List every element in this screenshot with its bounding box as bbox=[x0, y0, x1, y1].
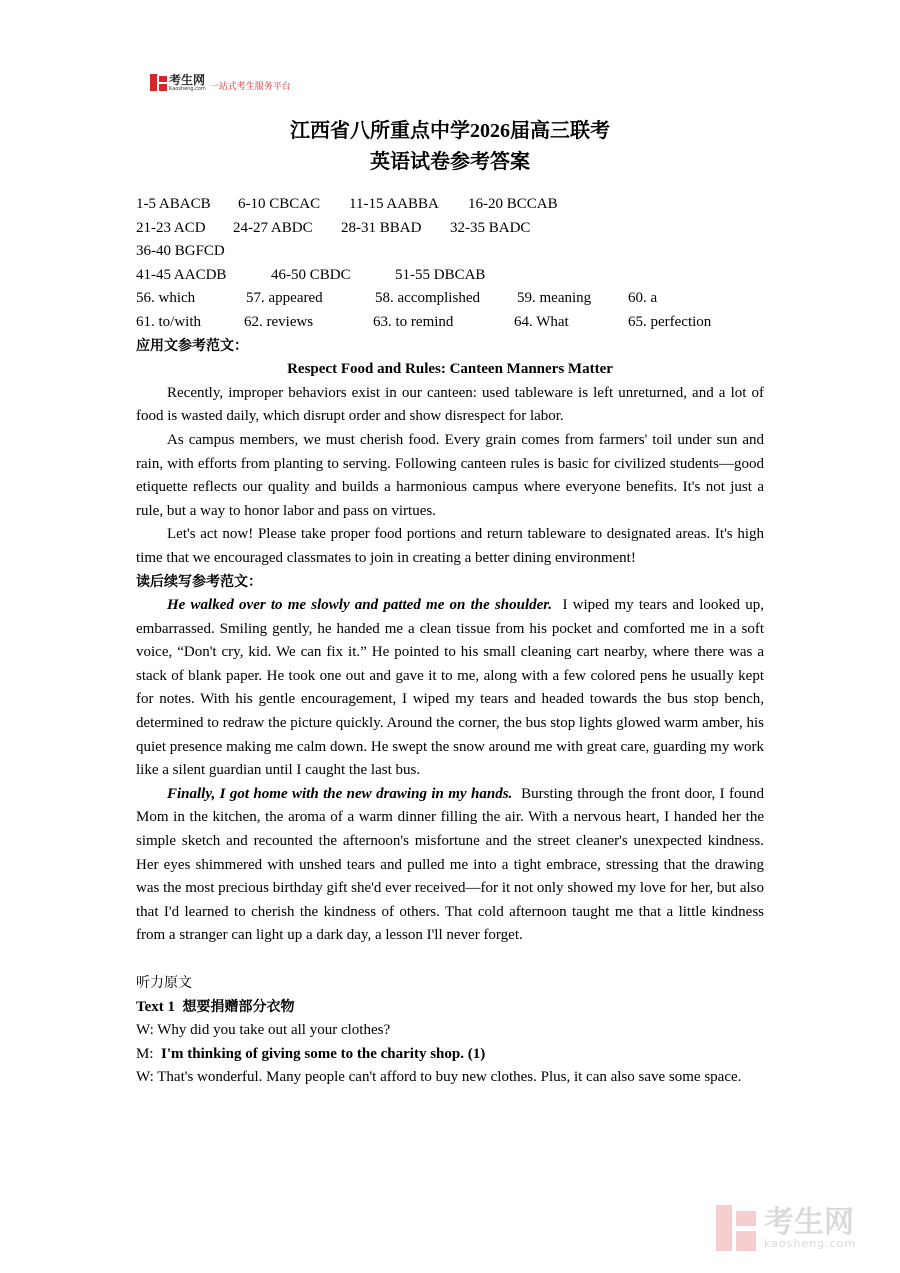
paragraph-lead-sentence: He walked over to me slowly and patted me on the shoulder. bbox=[167, 597, 553, 614]
dialogue-line: W: Why did you take out all your clothes? bbox=[136, 1022, 391, 1039]
answer-group: 41-45 AACDB bbox=[136, 266, 227, 283]
answer-item: 62. reviews bbox=[244, 313, 314, 330]
answer-group: 46-50 CBDC bbox=[271, 266, 351, 283]
answer-item: 59. meaning bbox=[517, 290, 592, 307]
answer-item: 61. to/with bbox=[136, 313, 202, 330]
answer-row-4 bbox=[136, 264, 764, 288]
site-logo bbox=[150, 73, 291, 92]
essay-paragraph: Let's act now! Please take proper food portions and return tableware to designated areas. It's high time that we encouraged classmates to join in creating a better dining environment! bbox=[136, 526, 764, 566]
watermark-name: 考生网 bbox=[764, 1204, 854, 1240]
text-topic: 想要捐赠部分衣物 bbox=[182, 998, 295, 1015]
answer-group: 6-10 CBCAC bbox=[238, 196, 321, 212]
dialogue-key-line: I'm thinking of giving some to the charity shop. (1) bbox=[161, 1045, 486, 1062]
essay-title: Respect Food and Rules: Canteen Manners Matter bbox=[287, 361, 613, 378]
answer-group: 24-27 ABDC bbox=[233, 219, 313, 236]
logo-icon bbox=[150, 74, 167, 91]
answer-row-3 bbox=[136, 240, 764, 264]
section-heading-writing: 应用文参考范文： bbox=[136, 337, 248, 354]
text-number: Text 1 bbox=[136, 998, 176, 1015]
continuation-paragraph bbox=[136, 594, 764, 783]
section-heading-listening: 听力原文 bbox=[136, 975, 192, 991]
answer-group: 51-55 DBCAB bbox=[395, 266, 486, 283]
answer-item: 57. appeared bbox=[246, 290, 323, 307]
answer-group: 21-23 ACD bbox=[136, 219, 206, 236]
answer-item: 60. a bbox=[628, 290, 658, 307]
logo-slogan: 一站式考生服务平台 bbox=[209, 82, 291, 92]
answer-group: 16-20 BCCAB bbox=[468, 196, 558, 212]
watermark-domain: kaosheng.com bbox=[764, 1236, 857, 1250]
essay-paragraph: Recently, improper behaviors exist in our canteen: used tableware is left unreturned, and a lot of food is wasted daily, which disrupt order and show disrespect for labor. bbox=[136, 384, 764, 425]
answer-group: 28-31 BBAD bbox=[341, 219, 422, 236]
answer-item: 63. to remind bbox=[373, 313, 454, 330]
answer-row-1 bbox=[136, 193, 764, 217]
section-heading-continuation: 读后续写参考范文： bbox=[136, 573, 262, 590]
answer-item: 64. What bbox=[514, 313, 569, 330]
answer-item: 65. perfection bbox=[628, 313, 712, 330]
answer-group: 36-40 BGFCD bbox=[136, 243, 225, 260]
paragraph-lead-sentence: Finally, I got home with the new drawing in my hands. bbox=[167, 785, 513, 802]
paragraph-body: Bursting through the front door, I found Mom in the kitchen, the aroma of a warm dinner filling the air. With a nervous heart, I handed her the simple sketch and recounted the afternoon's misfortune and the street cleaner's unexpected kindness. Her eyes shimmered with unshed tears and pulled me into a tight embrace, stressing that the drawing was the most precious birthday gift she'd ever received—for it not only showed my love for her, but also that I'd learned to cherish the kindness of others. That cold afternoon taught me that a little kindness from a stranger can light up a dark day, a lesson I'll never forget. bbox=[136, 785, 765, 944]
paragraph-body: I wiped my tears and looked up, embarrassed. Smiling gently, he handed me a clean tissue from his pocket and comforted me in a soft voice, “Don't cry, kid. We can fix it.” He pointed to his small cleaning cart nearby, where there was a stack of blank paper. He took one out and gave it to me, along with a few colored pens he usually kept for notes. With his gentle encouragement, I wiped my tears and headed towards the bus stop bench, determined to redraw the picture quickly. Around the corner, the bus stop lights glowed warm amber, his quiet presence making me calm down. He swept the snow around me with great care, guarding my work like a silent guardian until I caught the last bus. bbox=[136, 597, 764, 779]
continuation-paragraph bbox=[136, 783, 764, 948]
logo-domain: Kaosheng.com bbox=[169, 85, 206, 92]
answer-row-5 bbox=[136, 287, 764, 311]
page-title: 江西省八所重点中学2026届高三联考 bbox=[290, 120, 610, 142]
answer-group: 11-15 AABBA bbox=[349, 196, 439, 212]
essay-paragraph: As campus members, we must cherish food. Every grain comes from farmers' toil under sun and rain, with efforts from planting to serving. Following canteen rules is basic for civilized students—good etiquette reflects our quality and builds a harmonious campus where everyone benefits. It's not just a rule, but a way to honor labor and pass on virtues. bbox=[136, 431, 764, 519]
speaker-label: M: bbox=[136, 1045, 154, 1062]
dialogue-line: W: That's wonderful. Many people can't afford to buy new clothes. Plus, it can also save some space. bbox=[136, 1069, 742, 1086]
document-body bbox=[136, 193, 764, 1090]
answer-group: 1-5 ABACB bbox=[136, 196, 211, 212]
answer-row-6 bbox=[136, 311, 764, 335]
logo-name: 考生网 bbox=[169, 72, 206, 87]
answer-group: 32-35 BADC bbox=[450, 219, 531, 236]
answer-item: 58. accomplished bbox=[375, 290, 480, 307]
answer-item: 56. which bbox=[136, 290, 196, 307]
page-subtitle: 英语试卷参考答案 bbox=[370, 151, 530, 173]
dialogue-line bbox=[136, 1043, 764, 1067]
text-label bbox=[136, 996, 764, 1020]
watermark-logo bbox=[716, 1205, 856, 1251]
answer-row-2 bbox=[136, 217, 764, 241]
watermark-icon bbox=[716, 1205, 756, 1251]
